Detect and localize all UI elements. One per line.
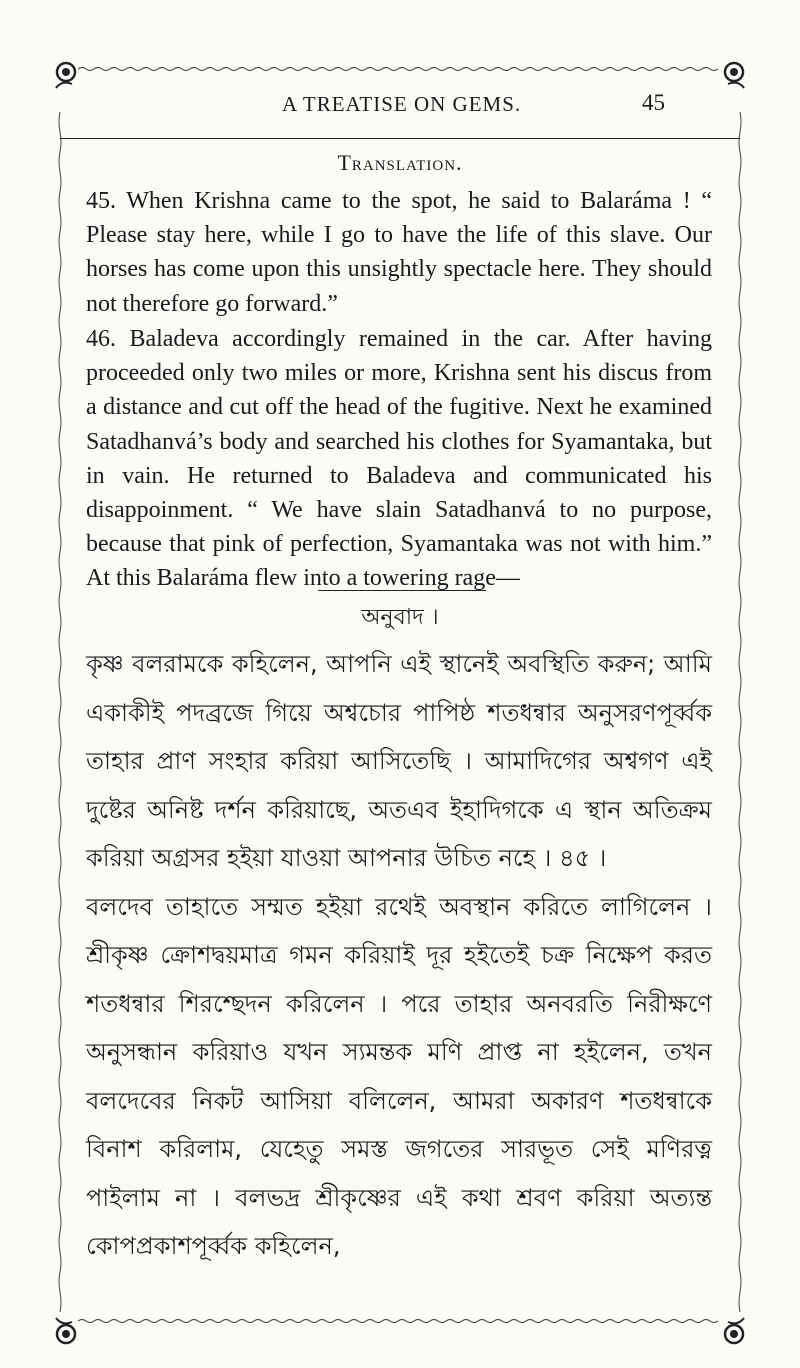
- bengali-paragraph: বলদেব তাহাতে সম্মত হইয়া রথেই অবস্থান করিতে লাগিলেন । শ্রীকৃষ্ণ ক্রোশদ্বয়মাত্র গমন করিয়াই দূর হইতেই চক্র নিক্ষেপ করত শতধন্বার শিরশ্ছেদন করিলেন । পরে তাহার অনবরতি নিরীক্ষণে অনুসন্ধান করিয়াও যখন স্যমন্তক মণি প্রাপ্ত না হইলেন, তখন বলদেবের নিকট আসিয়া বলিলেন, আমরা অকারণ শতধন্বাকে বিনাশ করিলাম, যেহেতু সমস্ত জগতের সারভূত সেই মণিরত্ন পাইলাম না । বলভদ্র শ্রীকৃষ্ণের এই কথা শ্রবণ করিয়া অত্যন্ত কোপপ্রকাশপূর্ব্বক কহিলেন,: [86, 892, 712, 1260]
- bengali-paragraph: কৃষ্ণ বলরামকে কহিলেন, আপনি এই স্থানেই অবস্থিতি করুন; আমি একাকীই পদব্রজে গিয়ে অশ্বচোর পাপিষ্ঠ শতধন্বার অনুসরণপূর্ব্বক তাহার প্রাণ সংহার করিয়া আসিতেছি । আমাদিগের অশ্বগণ এই দুষ্টের অনিষ্ট দর্শন করিয়াছে, অতএব ইহাদিগকে এ স্থান অতিক্রম করিয়া অগ্রসর হইয়া যাওয়া আপনার উচিত নহে । ৪৫ ।: [86, 650, 712, 872]
- page-number: 45: [642, 90, 665, 115]
- bengali-heading: অনুবাদ ।: [361, 605, 439, 630]
- bengali-text-block: [86, 640, 712, 1271]
- translation-paragraph-46: [86, 322, 712, 596]
- corner-ornament-icon: [52, 1308, 92, 1348]
- corner-ornament-icon: [52, 58, 92, 98]
- bottom-border: [78, 1318, 722, 1324]
- section-divider: [318, 590, 486, 591]
- translation-paragraph-45: [86, 184, 712, 321]
- paragraph-text: 46. Baladeva accordingly remained in the car. After having proceeded only two miles or more, Krishna sent his discus from a distance and cut off the head of the fugitive. Next he examined Satadhanvá’s body and searched his clothes for Syamantaka, but in vain. He returned to Baladeva and communicated his disappoinment. “ We have slain Satadhanvá to no purpose, because that pink of perfection, Syamantaka was not with him.” At this Balaráma flew into a towering rage—: [86, 326, 712, 592]
- running-header: [90, 90, 720, 130]
- paragraph-text: 45. When Krishna came to the spot, he said to Balaráma ! “ Please stay here, while I go to have the life of this slave. Our horses has come upon this unsightly spectacle here. They should not therefore go forward.”: [86, 188, 712, 317]
- translation-heading: Translation.: [337, 150, 463, 175]
- right-border: [738, 112, 742, 1312]
- top-border: [78, 66, 722, 72]
- corner-ornament-icon: [708, 1308, 748, 1348]
- header-rule: [60, 138, 740, 139]
- header-title: A TREATISE ON GEMS.: [282, 92, 522, 116]
- left-border: [58, 112, 62, 1312]
